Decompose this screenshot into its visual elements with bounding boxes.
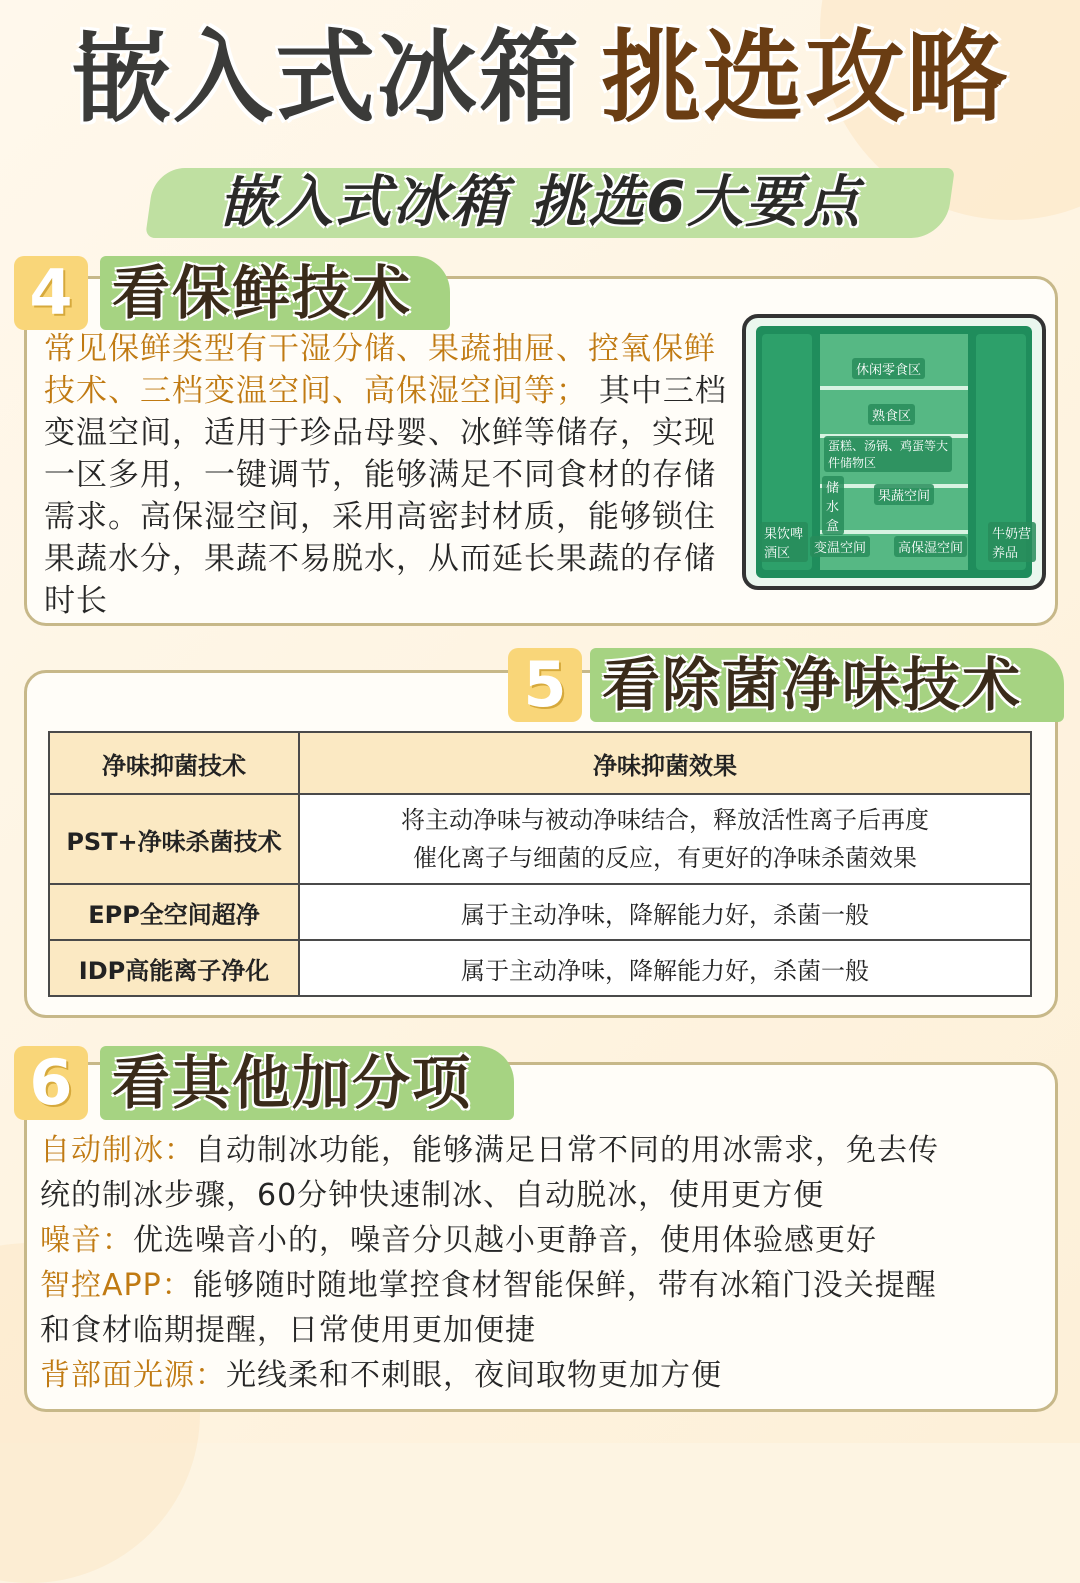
section-6-number: 6 [14, 1046, 88, 1120]
fridge-label: 蛋糕、汤锅、鸡蛋等大件储物区 [824, 436, 952, 472]
fridge-label: 牛奶营养品 [988, 522, 1036, 562]
page-subtitle: 嵌入式冰箱 挑选6大要点 [218, 170, 862, 235]
item-label: 噪音： [40, 1223, 133, 1258]
fridge-label: 储水盒 [822, 476, 844, 535]
page-title [0, 18, 1080, 138]
table-row [49, 794, 1031, 884]
fridge-label: 休闲零食区 [852, 358, 925, 379]
item-text: 统的制冰步骤，60分钟快速制冰、自动脱冰，使用更方便 [40, 1178, 825, 1213]
section-4-number: 4 [14, 256, 88, 330]
table-header-effect: 净味抑菌效果 [299, 732, 1031, 794]
table-header-row [49, 732, 1031, 794]
item-text: 和食材临期提醒，日常使用更加便捷 [40, 1313, 536, 1348]
title-part2: 挑选攻略 [601, 19, 1009, 136]
section-4-body: 其中三档变温空间，适用于珍品母婴、冰鲜等储存，实现一区多用，一键调节，能够满足不同食材的存储需求。高保湿空间，采用高密封材质，能够锁住果蔬水分，果蔬不易脱水，从而延长果蔬的存储时长 [44, 373, 727, 619]
list-item [40, 1353, 1040, 1398]
section-6-heading: 看其他加分项 [112, 1049, 473, 1117]
section-5-heading: 看除菌净味技术 [602, 651, 1023, 719]
section-4-highlight: 常见保鲜类型有干湿分储、果蔬抽屉、控氧保鲜技术、三档变温空间、高保湿空间等； [44, 331, 716, 409]
section-6-list [40, 1128, 1040, 1398]
fridge-label: 熟食区 [868, 404, 915, 425]
table-cell-effect: 属于主动净味，降解能力好，杀菌一般 [299, 940, 1031, 996]
table-cell-effect [299, 794, 1031, 884]
fridge-label: 果饮啤酒区 [760, 522, 808, 562]
fridge-image [742, 314, 1046, 590]
fridge-label: 高保湿空间 [894, 536, 967, 557]
table-row [49, 940, 1031, 996]
table-cell-effect-line: 将主动净味与被动净味结合，释放活性离子后再度 [401, 806, 929, 834]
section-5-number: 5 [508, 648, 582, 722]
fridge-label: 果蔬空间 [874, 484, 934, 505]
fridge-interior [756, 326, 1032, 578]
table-cell-tech: IDP高能离子净化 [49, 940, 299, 996]
fridge-shelf [820, 386, 968, 390]
table-cell-effect: 属于主动净味，降解能力好，杀菌一般 [299, 884, 1031, 940]
item-label: 智控APP： [40, 1268, 193, 1303]
item-label: 背部面光源： [40, 1358, 226, 1393]
list-item [40, 1218, 1040, 1263]
item-text: 光线柔和不刺眼，夜间取物更加方便 [226, 1358, 722, 1393]
item-label: 自动制冰： [40, 1133, 195, 1168]
table-cell-effect-line: 催化离子与细菌的反应，有更好的净味杀菌效果 [413, 844, 917, 872]
table-cell-tech: EPP全空间超净 [49, 884, 299, 940]
purification-table [48, 731, 1032, 997]
section-4-text [44, 328, 730, 622]
item-text: 自动制冰功能，能够满足日常不同的用冰需求，免去传 [195, 1133, 939, 1168]
fridge-label: 变温空间 [810, 536, 870, 557]
item-text: 能够随时随地掌控食材智能保鲜，带有冰箱门没关提醒 [192, 1268, 937, 1303]
list-item [40, 1128, 1040, 1218]
table-cell-tech: PST+净味杀菌技术 [49, 794, 299, 884]
item-text: 优选噪音小的，噪音分贝越小更静音，使用体验感更好 [133, 1223, 877, 1258]
table-header-tech: 净味抑菌技术 [49, 732, 299, 794]
section-4-heading: 看保鲜技术 [112, 259, 413, 327]
title-part1: 嵌入式冰箱 [71, 19, 581, 136]
list-item [40, 1263, 1040, 1353]
table-row [49, 884, 1031, 940]
